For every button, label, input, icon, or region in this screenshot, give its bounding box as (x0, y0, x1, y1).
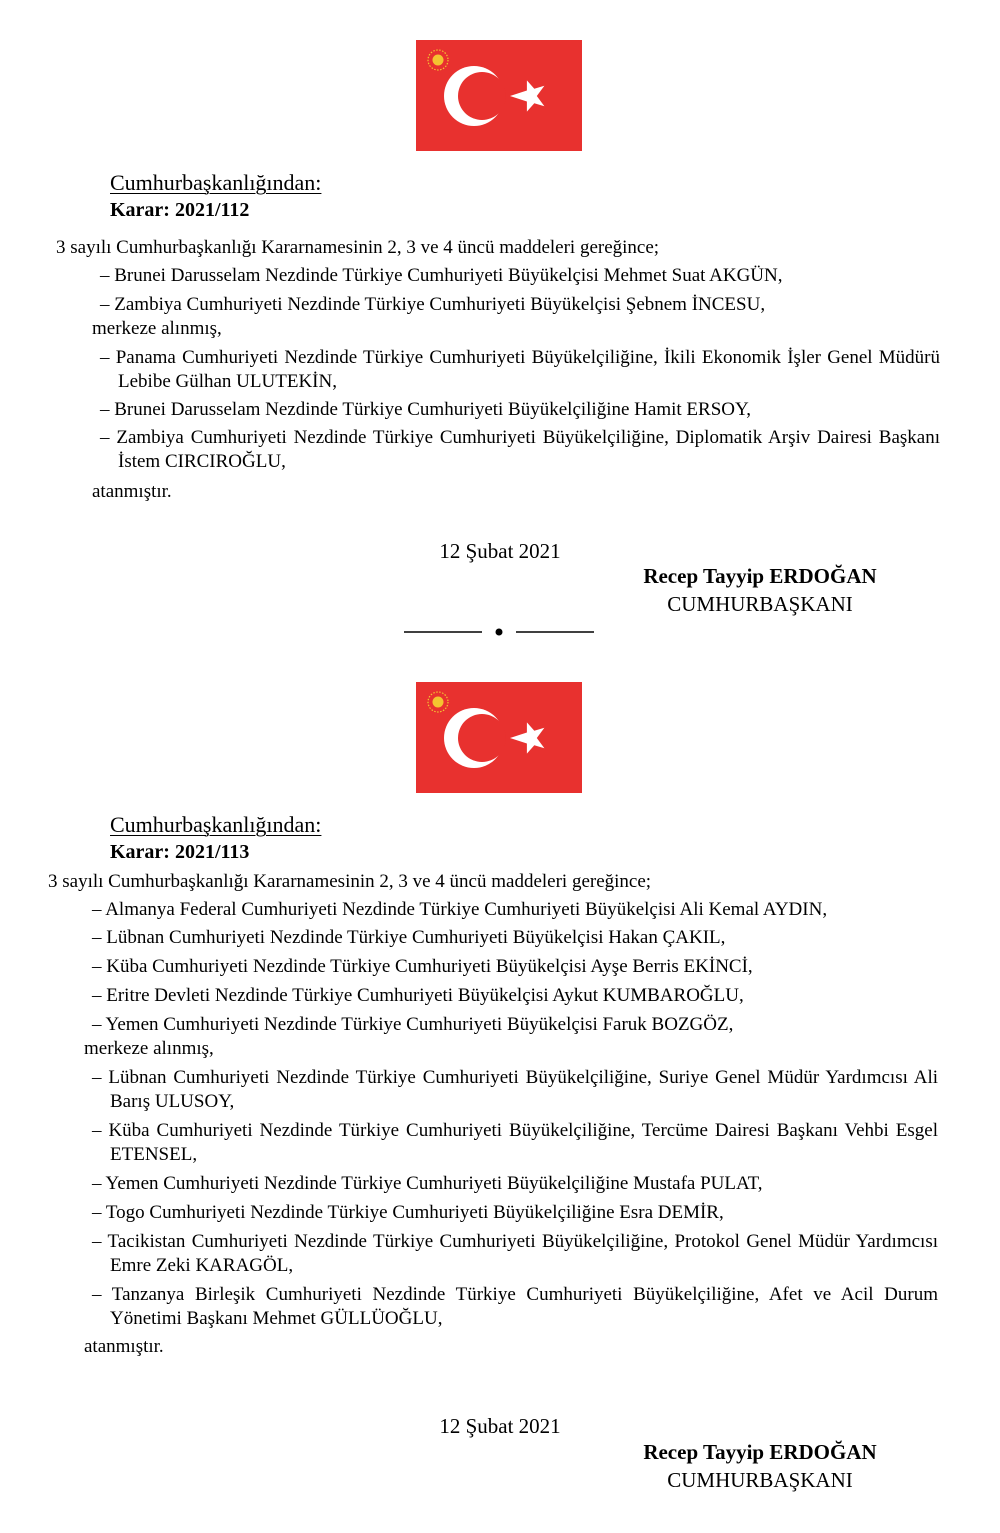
decree-date: 12 Şubat 2021 (439, 1414, 561, 1438)
decision-number: Karar: 2021/113 (110, 841, 250, 863)
recalled-item: – Eritre Devleti Nezdinde Türkiye Cumhuriyeti Büyükelçisi Aykut KUMBAROĞLU, (92, 985, 744, 1006)
appointed-item: – Tacikistan Cumhuriyeti Nezdinde Türkiye Cumhuriyeti Büyükelçiliğine, Protokol Genel Müdür Yardımcısı Emre Zeki KARAGÖL, (92, 1231, 938, 1276)
appointed-status: atanmıştır. (84, 1336, 164, 1357)
signer-name: Recep Tayyip ERDOĞAN (643, 1440, 877, 1464)
authority-heading: Cumhurbaşkanlığından: (110, 812, 322, 837)
preamble: 3 sayılı Cumhurbaşkanlığı Kararnamesinin 2, 3 ve 4 üncü maddeleri gereğince; (56, 237, 660, 258)
appointed-item: – Lübnan Cumhuriyeti Nezdinde Türkiye Cumhuriyeti Büyükelçiliğine, Suriye Genel Müdür Yardımcısı Ali Barış ULUSOY, (92, 1067, 938, 1112)
recalled-item: – Lübnan Cumhuriyeti Nezdinde Türkiye Cumhuriyeti Büyükelçisi Hakan ÇAKIL, (92, 927, 726, 948)
signer-title: CUMHURBAŞKANI (667, 1468, 853, 1492)
signer-name: Recep Tayyip ERDOĞAN (643, 564, 877, 588)
recalled-item: – Brunei Darusselam Nezdinde Türkiye Cumhuriyeti Büyükelçisi Mehmet Suat AKGÜN, (100, 265, 783, 286)
recalled-item: – Küba Cumhuriyeti Nezdinde Türkiye Cumhuriyeti Büyükelçisi Ayşe Berris EKİNCİ, (92, 956, 753, 977)
recalled-item: – Yemen Cumhuriyeti Nezdinde Türkiye Cumhuriyeti Büyükelçisi Faruk BOZGÖZ, (92, 1014, 734, 1035)
signature-block (600, 562, 920, 618)
recalled-item: – Zambiya Cumhuriyeti Nezdinde Türkiye Cumhuriyeti Büyükelçisi Şebnem İNCESU, (100, 294, 766, 315)
decision-number: Karar: 2021/112 (110, 199, 250, 221)
authority-heading: Cumhurbaşkanlığından: (110, 170, 322, 195)
appointed-item: – Zambiya Cumhuriyeti Nezdinde Türkiye Cumhuriyeti Büyükelçiliğine, Diplomatik Arşiv Dairesi Başkanı İstem CIRCIROĞLU, (100, 427, 940, 472)
recalled-status: merkeze alınmış, (84, 1038, 214, 1059)
turkish-flag-icon (416, 40, 582, 151)
decree-items (84, 898, 938, 1359)
recalled-status: merkeze alınmış, (92, 318, 222, 339)
appointed-item: – Brunei Darusselam Nezdinde Türkiye Cumhuriyeti Büyükelçiliğine Hamit ERSOY, (100, 399, 752, 420)
section-separator-icon (402, 622, 596, 642)
appointed-item: – Tanzanya Birleşik Cumhuriyeti Nezdinde Türkiye Cumhuriyeti Büyükelçiliğine, Afet ve Acil Durum Yönetimi Başkanı Mehmet GÜLLÜOĞLU, (92, 1284, 938, 1329)
appointed-item: – Yemen Cumhuriyeti Nezdinde Türkiye Cumhuriyeti Büyükelçiliğine Mustafa PULAT, (92, 1173, 763, 1194)
appointed-item: – Küba Cumhuriyeti Nezdinde Türkiye Cumhuriyeti Büyükelçiliğine, Tercüme Dairesi Başkanı Vehbi Esgel ETENSEL, (92, 1120, 938, 1165)
turkish-flag-icon (416, 682, 582, 793)
appointed-item: – Panama Cumhuriyeti Nezdinde Türkiye Cumhuriyeti Büyükelçiliğine, İkili Ekonomik İşler Genel Müdürü Lebibe Gülhan ULUTEKİN, (100, 347, 940, 392)
signer-title: CUMHURBAŞKANI (667, 592, 853, 616)
appointed-status: atanmıştır. (92, 481, 172, 502)
decree-date: 12 Şubat 2021 (439, 539, 561, 563)
appointed-item: – Togo Cumhuriyeti Nezdinde Türkiye Cumhuriyeti Büyükelçiliğine Esra DEMİR, (92, 1202, 724, 1223)
decree-items (92, 264, 940, 504)
signature-block (600, 1438, 920, 1494)
preamble: 3 sayılı Cumhurbaşkanlığı Kararnamesinin 2, 3 ve 4 üncü maddeleri gereğince; (48, 871, 652, 892)
recalled-item: – Almanya Federal Cumhuriyeti Nezdinde Türkiye Cumhuriyeti Büyükelçisi Ali Kemal AYDIN, (92, 899, 828, 920)
